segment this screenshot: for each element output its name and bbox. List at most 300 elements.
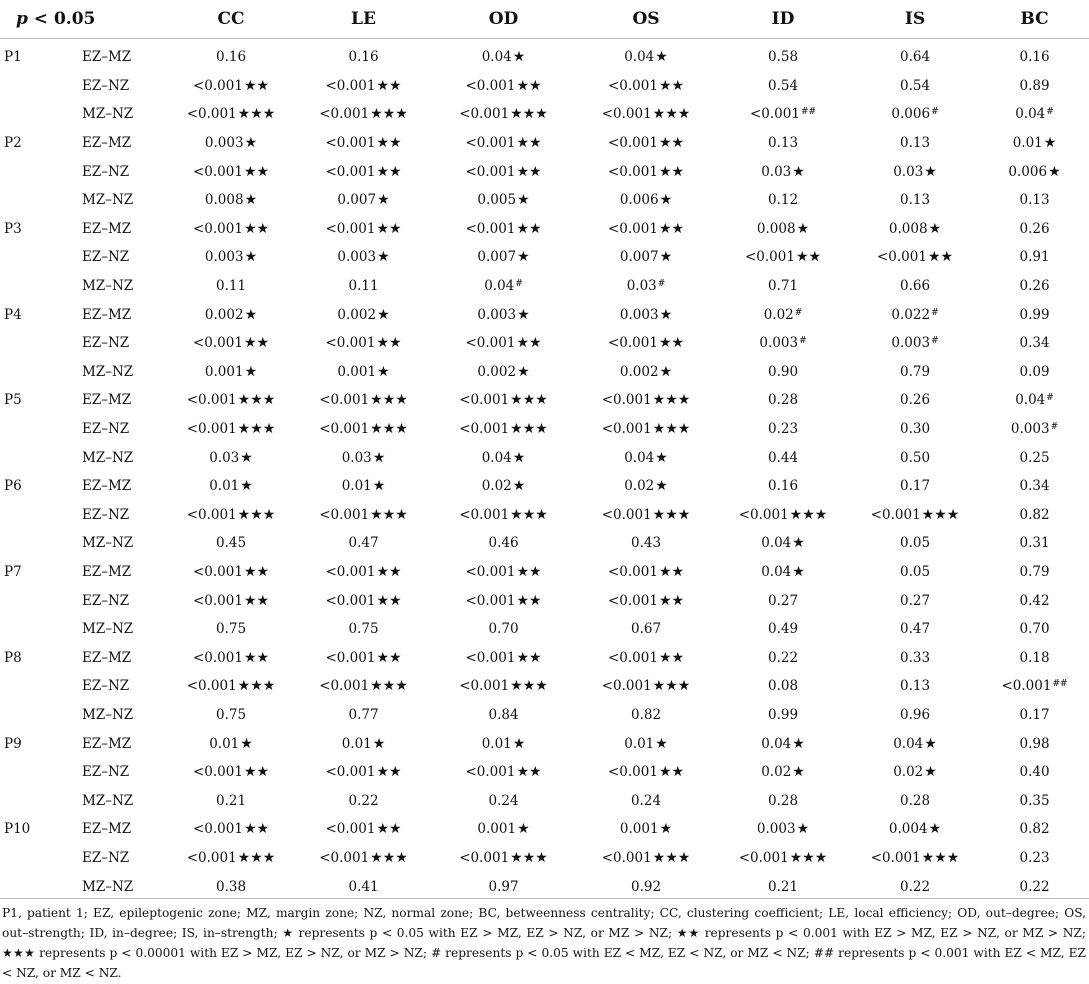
pvalue-cell-id: 0.12 <box>767 192 799 209</box>
table-bottom-rule <box>0 898 1089 899</box>
pvalue-cell-is: 0.003# <box>891 335 939 352</box>
pvalue-cell-os: 0.006★ <box>619 192 673 209</box>
pvalue-cell-is: 0.17 <box>899 478 931 495</box>
patient-label: P4 <box>4 306 22 323</box>
pvalue-cell-id: 0.90 <box>767 363 799 380</box>
table-row <box>0 529 1089 558</box>
patient-label <box>0 272 76 301</box>
patient-label: P6 <box>4 478 22 495</box>
pvalue-cell-le: 0.47 <box>348 535 379 552</box>
comparison-label: EZ–NZ <box>82 163 130 180</box>
pvalue-cell-id: 0.16 <box>767 478 799 495</box>
column-header-cc: CC <box>166 0 296 39</box>
pvalue-cell-bc: 0.18 <box>1019 649 1050 666</box>
pvalue-cell-is: 0.79 <box>899 363 931 380</box>
column-header-od: OD <box>431 0 576 39</box>
comparison-label: EZ–NZ <box>82 77 130 94</box>
pvalue-cell-bc: 0.003# <box>1010 421 1059 438</box>
pvalue-cell-od: <0.001★★ <box>465 220 542 237</box>
pvalue-cell-is: 0.54 <box>899 77 931 94</box>
pvalue-cell-id: 0.28 <box>767 792 799 809</box>
pvalue-cell-os: <0.001★★ <box>607 335 685 352</box>
comparison-label: EZ–MZ <box>82 220 132 237</box>
pvalue-cell-le: <0.001★★ <box>325 592 402 609</box>
comparison-label: EZ–MZ <box>82 135 132 152</box>
comparison-label: EZ–NZ <box>82 592 130 609</box>
header-row <box>0 0 1089 39</box>
pvalue-cell-le: <0.001★★ <box>325 649 402 666</box>
patient-label <box>0 72 76 101</box>
table-row <box>0 72 1089 101</box>
patient-label: P10 <box>4 821 31 838</box>
comparison-label: MZ–NZ <box>82 278 134 295</box>
pvalue-cell-id: 0.04★ <box>761 735 805 752</box>
pvalue-cell-id: 0.13 <box>767 135 799 152</box>
table-row <box>0 186 1089 215</box>
pvalue-cell-cc: <0.001★★ <box>192 563 270 580</box>
pvalue-cell-bc: 0.34 <box>1019 335 1050 352</box>
pvalue-cell-bc: 0.26 <box>1019 220 1050 237</box>
pvalue-cell-od: 0.001★ <box>477 821 530 838</box>
pvalue-cell-is: 0.03★ <box>893 163 937 180</box>
comparison-label: EZ–NZ <box>82 249 130 266</box>
comparison-label: EZ–NZ <box>82 421 130 438</box>
pvalue-cell-os: 0.92 <box>630 878 662 895</box>
pvalue-cell-is: 0.02★ <box>893 764 937 781</box>
comparison-label: MZ–NZ <box>82 706 134 723</box>
patient-label <box>0 186 76 215</box>
pvalue-cell-is: 0.27 <box>899 592 931 609</box>
pvalue-cell-is: 0.13 <box>899 192 931 209</box>
pvalue-cell-is: <0.001★★★ <box>870 506 960 523</box>
pvalue-cell-cc: <0.001★★ <box>192 77 270 94</box>
pvalue-cell-id: 0.02# <box>763 306 803 323</box>
pvalue-cell-os: 0.002★ <box>619 363 673 380</box>
pvalue-cell-le: 0.002★ <box>337 306 390 323</box>
pvalue-cell-os: <0.001★★ <box>607 592 685 609</box>
pvalue-cell-cc: 0.003★ <box>204 135 258 152</box>
pvalue-cell-bc: 0.17 <box>1019 706 1050 723</box>
pvalue-cell-is: 0.004★ <box>888 821 942 838</box>
pvalue-cell-cc: <0.001★★ <box>192 592 270 609</box>
pvalue-cell-le: 0.22 <box>348 792 379 809</box>
pvalue-cell-is: 0.26 <box>899 392 931 409</box>
table-row <box>0 586 1089 615</box>
table-row <box>0 729 1089 758</box>
pvalue-cell-id: 0.71 <box>767 278 799 295</box>
pvalue-cell-bc: 0.01★ <box>1012 135 1057 152</box>
pvalue-cell-le: 0.03★ <box>341 449 386 466</box>
pvalue-cell-cc: 0.002★ <box>204 306 258 323</box>
pvalue-cell-od: <0.001★★ <box>465 135 542 152</box>
table-row <box>0 615 1089 644</box>
patient-label: P2 <box>4 135 22 152</box>
pvalue-cell-od: 0.97 <box>488 878 519 895</box>
pvalue-cell-is: 0.05 <box>899 535 931 552</box>
comparison-label: EZ–MZ <box>82 49 132 66</box>
pvalue-cell-id: 0.22 <box>767 649 799 666</box>
comparison-label: MZ–NZ <box>82 106 134 123</box>
table-row <box>0 643 1089 672</box>
pvalue-cell-os: 0.007★ <box>619 249 673 266</box>
pvalue-cell-od: 0.02★ <box>481 478 526 495</box>
pvalue-cell-le: <0.001★★ <box>325 821 402 838</box>
patient-label <box>0 415 76 444</box>
pvalue-cell-bc: 0.99 <box>1019 306 1050 323</box>
pvalue-cell-od: 0.84 <box>488 706 519 723</box>
pvalue-cell-cc: 0.01★ <box>209 735 253 752</box>
patient-label: P3 <box>4 220 22 237</box>
pvalue-cell-id: 0.54 <box>767 77 799 94</box>
pvalue-cell-le: 0.01★ <box>341 478 386 495</box>
comparison-label: EZ–NZ <box>82 849 130 866</box>
pvalue-cell-is: 0.05 <box>899 563 931 580</box>
pvalue-cell-cc: <0.001★★ <box>192 163 270 180</box>
pvalue-cell-is: 0.006# <box>891 106 939 123</box>
pvalue-cell-od: 0.007★ <box>477 249 530 266</box>
patient-label <box>0 100 76 129</box>
pvalue-cell-cc: 0.38 <box>215 878 247 895</box>
pvalue-cell-le: <0.001★★ <box>325 764 402 781</box>
pvalue-cell-bc: 0.35 <box>1019 792 1050 809</box>
pvalue-cell-bc: 0.25 <box>1019 449 1050 466</box>
pvalue-cell-od: 0.005★ <box>477 192 530 209</box>
pvalue-cell-id: 0.28 <box>767 392 799 409</box>
patient-label: P5 <box>4 392 22 409</box>
pvalue-cell-le: 0.007★ <box>337 192 390 209</box>
patient-label <box>0 701 76 730</box>
pvalue-cell-os: <0.001★★ <box>607 220 685 237</box>
pvalue-cell-le: 0.41 <box>348 878 379 895</box>
pvalue-cell-bc: 0.09 <box>1019 363 1050 380</box>
pvalue-cell-od: 0.003★ <box>477 306 530 323</box>
comparison-label: MZ–NZ <box>82 792 134 809</box>
table-row <box>0 39 1089 72</box>
pvalue-cell-od: <0.001★★ <box>465 764 542 781</box>
pvalue-cell-le: <0.001★★ <box>325 77 402 94</box>
pvalue-cell-bc: 0.89 <box>1019 77 1050 94</box>
pvalue-cell-id: 0.003★ <box>756 821 810 838</box>
table-row <box>0 157 1089 186</box>
pvalue-cell-bc: 0.16 <box>1019 49 1050 66</box>
pvalue-cell-cc: 0.45 <box>215 535 247 552</box>
pvalue-cell-id: 0.008★ <box>756 220 810 237</box>
pvalue-cell-os: 0.01★ <box>624 735 668 752</box>
table-row <box>0 472 1089 501</box>
pvalue-cell-bc: 0.70 <box>1019 621 1050 638</box>
pvalue-cell-le: <0.001★★ <box>325 335 402 352</box>
patient-label: P7 <box>4 563 22 580</box>
pvalue-cell-od: 0.01★ <box>481 735 526 752</box>
table-body <box>0 39 1089 901</box>
pvalue-cell-od: <0.001★★ <box>465 649 542 666</box>
pvalue-cell-cc: <0.001★★ <box>192 220 270 237</box>
comparison-label: EZ–NZ <box>82 506 130 523</box>
pvalue-cell-bc: 0.98 <box>1019 735 1050 752</box>
pvalue-cell-id: 0.04★ <box>761 535 805 552</box>
pvalue-cell-id: 0.49 <box>767 621 799 638</box>
table-row <box>0 758 1089 787</box>
pvalue-cell-cc: <0.001★★ <box>192 649 270 666</box>
pvalue-cell-le: <0.001★★★ <box>319 506 408 523</box>
pvalue-cell-bc: 0.91 <box>1019 249 1050 266</box>
pvalue-cell-is: 0.008★ <box>888 220 942 237</box>
pvalue-cell-cc: <0.001★★★ <box>186 849 276 866</box>
column-header-id: ID <box>716 0 850 39</box>
pvalue-cell-le: <0.001★★★ <box>319 106 408 123</box>
pvalue-cell-bc: <0.001## <box>1001 678 1068 695</box>
pvalue-cell-is: 0.13 <box>899 678 931 695</box>
pvalue-cell-bc: 0.23 <box>1019 849 1050 866</box>
pvalue-cell-le: <0.001★★★ <box>319 392 408 409</box>
table-row <box>0 701 1089 730</box>
table-row <box>0 386 1089 415</box>
comparison-label: EZ–MZ <box>82 392 132 409</box>
pvalue-cell-od: 0.04★ <box>481 49 526 66</box>
pvalue-cell-os: <0.001★★ <box>607 649 685 666</box>
pvalue-cell-od: <0.001★★ <box>465 335 542 352</box>
pvalue-cell-is: 0.33 <box>899 649 931 666</box>
pvalue-cell-od: <0.001★★ <box>465 563 542 580</box>
pvalue-cell-le: <0.001★★★ <box>319 678 408 695</box>
comparison-label: MZ–NZ <box>82 192 134 209</box>
comparison-label: EZ–MZ <box>82 735 132 752</box>
pvalue-cell-os: 0.001★ <box>619 821 673 838</box>
patient-label: P1 <box>4 49 22 66</box>
patient-label: P9 <box>4 735 22 752</box>
pvalue-cell-bc: 0.26 <box>1019 278 1050 295</box>
column-header-le: LE <box>296 0 431 39</box>
comparison-label: EZ–MZ <box>82 821 132 838</box>
pvalue-cell-id: <0.001★★★ <box>738 849 828 866</box>
pvalue-cell-cc: 0.008★ <box>204 192 258 209</box>
pvalue-cell-cc: <0.001★★ <box>192 821 270 838</box>
pvalue-cell-id: 0.23 <box>767 421 799 438</box>
pvalue-cell-id: 0.02★ <box>761 764 805 781</box>
pvalue-cell-le: <0.001★★★ <box>319 421 408 438</box>
pvalue-cell-os: <0.001★★★ <box>601 506 691 523</box>
pvalue-cell-od: 0.46 <box>488 535 519 552</box>
pvalue-cell-os: 0.24 <box>630 792 662 809</box>
table-row <box>0 243 1089 272</box>
comparison-label: EZ–MZ <box>82 649 132 666</box>
pvalue-cell-os: <0.001★★★ <box>601 106 691 123</box>
pvalue-cell-le: 0.75 <box>348 621 379 638</box>
pvalue-cell-id: 0.04★ <box>761 563 805 580</box>
patient-label <box>0 586 76 615</box>
pvalue-cell-id: 0.08 <box>767 678 799 695</box>
pvalue-cell-le: 0.001★ <box>337 363 390 380</box>
table-row <box>0 272 1089 301</box>
pvalue-cell-bc: 0.006★ <box>1008 163 1061 180</box>
pvalue-cell-bc: 0.82 <box>1019 506 1050 523</box>
patient-label <box>0 443 76 472</box>
pvalue-cell-os: 0.04★ <box>624 49 668 66</box>
pvalue-cell-cc: <0.001★★★ <box>186 678 276 695</box>
pvalue-cell-le: 0.11 <box>348 278 379 295</box>
pvalue-cell-is: 0.04★ <box>893 735 937 752</box>
patient-label <box>0 501 76 530</box>
pvalue-cell-le: 0.01★ <box>341 735 386 752</box>
pvalue-cell-od: <0.001★★ <box>465 163 542 180</box>
comparison-label: MZ–NZ <box>82 621 134 638</box>
pvalue-cell-cc: 0.11 <box>215 278 247 295</box>
patient-label <box>0 329 76 358</box>
pvalue-cell-cc: <0.001★★★ <box>186 421 276 438</box>
pvalue-cell-os: <0.001★★ <box>607 77 685 94</box>
pvalue-cell-cc: 0.01★ <box>209 478 253 495</box>
table-row <box>0 215 1089 244</box>
pvalue-cell-cc: 0.16 <box>215 49 247 66</box>
pvalue-cell-bc: 0.42 <box>1019 592 1050 609</box>
table-row <box>0 443 1089 472</box>
pvalue-cell-id: 0.21 <box>767 878 799 895</box>
pvalue-cell-is: 0.47 <box>899 621 931 638</box>
patient-label <box>0 157 76 186</box>
pvalue-cell-is: 0.64 <box>899 49 931 66</box>
pvalue-cell-bc: 0.79 <box>1019 563 1050 580</box>
table-row <box>0 501 1089 530</box>
pvalue-cell-bc: 0.04# <box>1015 106 1054 123</box>
column-header-os: OS <box>576 0 716 39</box>
pvalue-cell-os: 0.82 <box>630 706 662 723</box>
comparison-label: EZ–MZ <box>82 478 132 495</box>
pvalue-cell-cc: 0.75 <box>215 621 247 638</box>
table-row <box>0 815 1089 844</box>
pvalue-cell-is: 0.30 <box>899 421 931 438</box>
pvalue-cell-od: <0.001★★★ <box>459 506 548 523</box>
pvalue-cell-id: 0.03★ <box>761 163 805 180</box>
pvalue-cell-os: 0.04★ <box>624 449 668 466</box>
table-row <box>0 358 1089 387</box>
table-row <box>0 300 1089 329</box>
patient-label <box>0 358 76 387</box>
pvalue-cell-os: <0.001★★ <box>607 764 685 781</box>
pvalue-cell-bc: 0.40 <box>1019 764 1050 781</box>
pvalue-cell-os: <0.001★★ <box>607 563 685 580</box>
pvalue-cell-le: 0.77 <box>348 706 379 723</box>
pvalue-cell-bc: 0.82 <box>1019 821 1050 838</box>
pvalue-cell-is: 0.96 <box>899 706 931 723</box>
pvalue-cell-od: <0.001★★ <box>465 77 542 94</box>
comparison-label: MZ–NZ <box>82 535 134 552</box>
pvalue-cell-od: <0.001★★ <box>465 592 542 609</box>
comparison-label: EZ–MZ <box>82 563 132 580</box>
pvalue-cell-os: 0.43 <box>630 535 662 552</box>
pvalue-cell-cc: <0.001★★★ <box>186 506 276 523</box>
pvalue-cell-os: <0.001★★★ <box>601 678 691 695</box>
pvalue-cell-os: <0.001★★★ <box>601 421 691 438</box>
table-row <box>0 558 1089 587</box>
pvalue-cell-id: <0.001★★ <box>744 249 822 266</box>
comparison-label: MZ–NZ <box>82 449 134 466</box>
pvalue-cell-le: 0.003★ <box>337 249 390 266</box>
pvalue-cell-id: 0.58 <box>767 49 799 66</box>
pvalue-cell-od: 0.002★ <box>477 363 530 380</box>
pvalue-cell-os: <0.001★★★ <box>601 392 691 409</box>
pvalue-cell-bc: 0.22 <box>1019 878 1050 895</box>
pvalue-cell-id: <0.001★★★ <box>738 506 828 523</box>
significance-threshold-header: p < 0.05 <box>0 0 166 39</box>
pvalue-cell-os: 0.02★ <box>624 478 668 495</box>
pvalue-cell-is: 0.28 <box>899 792 931 809</box>
pvalue-cell-is: 0.50 <box>899 449 931 466</box>
pvalue-cell-cc: <0.001★★★ <box>186 106 276 123</box>
pvalue-cell-le: <0.001★★ <box>325 220 402 237</box>
table-row <box>0 672 1089 701</box>
pvalue-cell-is: <0.001★★★ <box>870 849 960 866</box>
comparison-label: EZ–NZ <box>82 764 130 781</box>
pvalue-cell-bc: 0.04# <box>1015 392 1054 409</box>
pvalue-cell-od: <0.001★★★ <box>459 106 548 123</box>
pvalue-cell-cc: <0.001★★ <box>192 764 270 781</box>
patient-label <box>0 872 76 901</box>
pvalue-cell-le: 0.16 <box>348 49 379 66</box>
pvalue-cell-os: 0.67 <box>630 621 662 638</box>
pvalue-cell-os: 0.03# <box>626 278 666 295</box>
pvalue-cell-is: 0.66 <box>899 278 931 295</box>
pvalue-cell-cc: 0.03★ <box>209 449 253 466</box>
column-header-bc: BC <box>980 0 1089 39</box>
table-row <box>0 329 1089 358</box>
pvalue-cell-od: <0.001★★★ <box>459 678 548 695</box>
pvalue-cell-od: 0.04★ <box>481 449 526 466</box>
table-row <box>0 786 1089 815</box>
pvalue-cell-id: 0.003# <box>759 335 807 352</box>
comparison-label: EZ–MZ <box>82 306 132 323</box>
pvalue-cell-os: <0.001★★ <box>607 135 685 152</box>
pvalue-cell-bc: 0.31 <box>1019 535 1050 552</box>
pvalue-cell-id: 0.99 <box>767 706 799 723</box>
pvalue-cell-os: 0.003★ <box>619 306 673 323</box>
pvalue-cell-id: 0.27 <box>767 592 799 609</box>
table-row <box>0 415 1089 444</box>
table-row <box>0 844 1089 873</box>
table-row <box>0 872 1089 901</box>
patient-label <box>0 615 76 644</box>
pvalue-cell-od: <0.001★★★ <box>459 849 548 866</box>
pvalue-cell-is: 0.022# <box>891 306 939 323</box>
comparison-label: EZ–NZ <box>82 678 130 695</box>
pvalue-cell-is: 0.22 <box>899 878 931 895</box>
pvalue-cell-od: <0.001★★★ <box>459 392 548 409</box>
comparison-label: EZ–NZ <box>82 335 130 352</box>
pvalue-cell-le: <0.001★★ <box>325 163 402 180</box>
pvalue-cell-os: <0.001★★ <box>607 163 685 180</box>
pvalue-cell-cc: 0.21 <box>215 792 247 809</box>
patient-label <box>0 529 76 558</box>
pvalue-cell-cc: 0.003★ <box>204 249 258 266</box>
pvalue-cell-id: 0.44 <box>767 449 799 466</box>
table-row <box>0 129 1089 158</box>
patient-label <box>0 786 76 815</box>
patient-label <box>0 844 76 873</box>
pvalue-cell-od: 0.04# <box>484 278 523 295</box>
pvalue-cell-bc: 0.13 <box>1019 192 1050 209</box>
pvalue-cell-le: <0.001★★ <box>325 563 402 580</box>
pvalue-cell-is: 0.13 <box>899 135 931 152</box>
pvalue-cell-cc: <0.001★★ <box>192 335 270 352</box>
pvalue-cell-le: <0.001★★★ <box>319 849 408 866</box>
pvalue-cell-is: <0.001★★ <box>876 249 954 266</box>
pvalue-cell-cc: 0.75 <box>215 706 247 723</box>
pvalue-cell-od: 0.70 <box>488 621 519 638</box>
patient-label <box>0 758 76 787</box>
pvalue-cell-od: <0.001★★★ <box>459 421 548 438</box>
patient-label <box>0 243 76 272</box>
table-footnote: P1, patient 1; EZ, epileptogenic zone; MZ, margin zone; NZ, normal zone; BC, betweenness centrality; CC, clustering coefficient; LE, local efficiency; OD, out–degree; OS, out–strength; ID, in–degree; IS, in–strength; ★ represents p < 0.05 with EZ > MZ, EZ > NZ, or MZ > NZ; ★★ represents p < 0.001 with EZ > MZ, EZ > NZ, or MZ > NZ; ★★★ represents p < 0.00001 with EZ > MZ, EZ > NZ, or MZ > NZ; # represents p < 0.05 with EZ < MZ, EZ < NZ, or MZ < NZ; ## represents p < 0.001 with EZ < MZ, EZ < NZ, or MZ < NZ. <box>2 906 1086 980</box>
pvalue-cell-le: <0.001★★ <box>325 135 402 152</box>
